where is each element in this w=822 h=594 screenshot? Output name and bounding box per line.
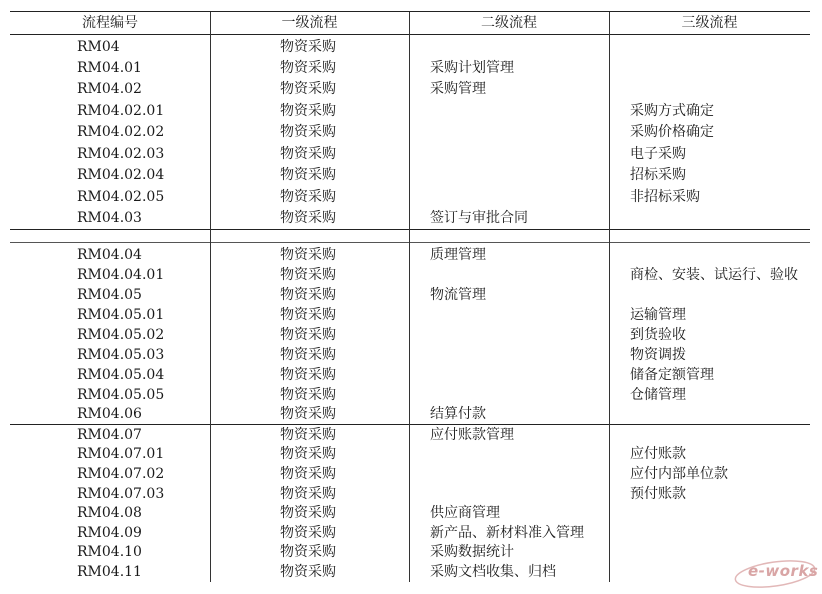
process-code: RM04.02.02 xyxy=(77,124,165,140)
process-code: RM04.05.02 xyxy=(77,327,165,343)
level1-process: 物资采购 xyxy=(280,39,336,55)
process-code: RM04.02.01 xyxy=(77,103,165,119)
level2-process: 应付账款管理 xyxy=(430,427,514,443)
process-code: RM04.07.03 xyxy=(77,486,165,502)
level3-process: 储备定额管理 xyxy=(630,367,714,383)
process-code: RM04.05 xyxy=(77,287,142,303)
level3-process: 招标采购 xyxy=(630,167,686,183)
level1-process: 物资采购 xyxy=(280,486,336,502)
level1-process: 物资采购 xyxy=(280,189,336,205)
level2-process: 采购计划管理 xyxy=(430,60,514,76)
level1-process: 物资采购 xyxy=(280,387,336,403)
level1-process: 物资采购 xyxy=(280,525,336,541)
level1-process: 物资采购 xyxy=(280,347,336,363)
process-code: RM04.03 xyxy=(77,210,142,226)
section-start-rule xyxy=(10,242,810,243)
section-end-rule xyxy=(10,229,810,230)
level3-process: 电子采购 xyxy=(630,146,686,162)
process-code: RM04.02 xyxy=(77,81,142,97)
level1-process: 物资采购 xyxy=(280,146,336,162)
process-code: RM04.04.01 xyxy=(77,267,165,283)
process-code: RM04.01 xyxy=(77,60,142,76)
level3-process: 运输管理 xyxy=(630,307,686,323)
level1-process: 物资采购 xyxy=(280,427,336,443)
process-code: RM04.07.01 xyxy=(77,446,165,462)
level2-process: 签订与审批合同 xyxy=(430,210,528,226)
level1-process: 物资采购 xyxy=(280,544,336,560)
process-code: RM04.06 xyxy=(77,406,142,422)
column-divider-1 xyxy=(210,12,211,582)
process-code: RM04.09 xyxy=(77,525,142,541)
level2-process: 物流管理 xyxy=(430,287,486,303)
level1-process: 物资采购 xyxy=(280,466,336,482)
process-code: RM04.05.01 xyxy=(77,307,165,323)
level1-process: 物资采购 xyxy=(280,167,336,183)
level1-process: 物资采购 xyxy=(280,287,336,303)
process-code: RM04.02.03 xyxy=(77,146,165,162)
level1-process: 物资采购 xyxy=(280,267,336,283)
header-bottom-rule xyxy=(10,34,810,35)
level1-process: 物资采购 xyxy=(280,564,336,580)
level1-process: 物资采购 xyxy=(280,247,336,263)
process-code: RM04.05.03 xyxy=(77,347,165,363)
column-divider-3 xyxy=(609,12,610,582)
header-code: 流程编号 xyxy=(82,15,138,31)
level3-process: 商检、安装、试运行、验收 xyxy=(630,267,798,283)
level2-process: 结算付款 xyxy=(430,406,486,422)
watermark-text: e-works xyxy=(748,562,819,580)
header-level1: 一级流程 xyxy=(281,15,338,31)
level1-process: 物资采购 xyxy=(280,60,336,76)
level3-process: 非招标采购 xyxy=(630,189,700,205)
level3-process: 到货验收 xyxy=(630,327,686,343)
level2-process: 新产品、新材料准入管理 xyxy=(430,525,584,541)
level3-process: 采购方式确定 xyxy=(630,103,714,119)
process-code: RM04.05.05 xyxy=(77,387,165,403)
process-code: RM04.08 xyxy=(77,505,142,521)
table-top-rule xyxy=(10,11,810,12)
level1-process: 物资采购 xyxy=(280,124,336,140)
process-code: RM04.05.04 xyxy=(77,367,165,383)
level2-process: 采购管理 xyxy=(430,81,486,97)
level3-process: 应付内部单位款 xyxy=(630,466,728,482)
process-code: RM04.10 xyxy=(77,544,142,560)
process-code: RM04.07.02 xyxy=(77,466,165,482)
level3-process: 预付账款 xyxy=(630,486,686,502)
process-code: RM04 xyxy=(77,39,120,55)
column-divider-2 xyxy=(409,12,410,582)
level3-process: 仓储管理 xyxy=(630,387,686,403)
process-code: RM04.02.05 xyxy=(77,189,165,205)
level1-process: 物资采购 xyxy=(280,81,336,97)
level3-process: 应付账款 xyxy=(630,446,686,462)
level2-process: 质理管理 xyxy=(430,247,486,263)
section-divider-rule xyxy=(10,424,810,425)
level1-process: 物资采购 xyxy=(280,307,336,323)
level1-process: 物资采购 xyxy=(280,367,336,383)
level1-process: 物资采购 xyxy=(280,103,336,119)
level3-process: 采购价格确定 xyxy=(630,124,714,140)
process-code: RM04.07 xyxy=(77,427,142,443)
process-code: RM04.04 xyxy=(77,247,142,263)
level1-process: 物资采购 xyxy=(280,505,336,521)
process-code: RM04.02.04 xyxy=(77,167,165,183)
level3-process: 物资调拨 xyxy=(630,347,686,363)
process-code: RM04.11 xyxy=(77,564,142,580)
level1-process: 物资采购 xyxy=(280,446,336,462)
level2-process: 供应商管理 xyxy=(430,505,500,521)
level2-process: 采购文档收集、归档 xyxy=(430,564,556,580)
level2-process: 采购数据统计 xyxy=(430,544,514,560)
level1-process: 物资采购 xyxy=(280,406,336,422)
header-level3: 三级流程 xyxy=(681,15,738,31)
level1-process: 物资采购 xyxy=(280,210,336,226)
level1-process: 物资采购 xyxy=(280,327,336,343)
header-level2: 二级流程 xyxy=(481,15,537,31)
